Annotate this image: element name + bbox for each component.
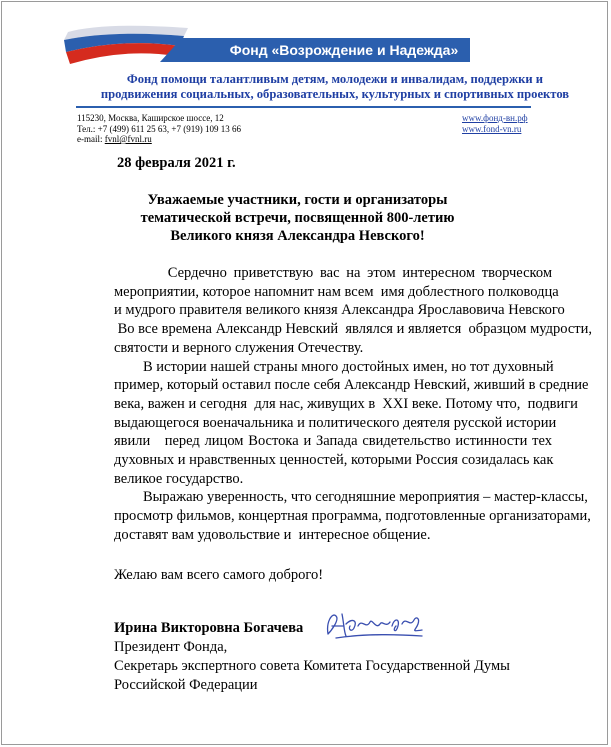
closing-wish: Желаю вам всего самого доброго! [114,567,324,583]
body-line: святости и верного служения Отечеству. [114,339,364,356]
website-link-2[interactable]: www.fond-vn.ru [462,123,522,134]
body-line: Сердечно приветствую вас на этом интересном творческом [114,265,552,281]
body-line: В истории нашей страны много достойных имен, но тот духовный [114,358,554,375]
body-line: пример, который оставил после себя Александр Невский, живший в средние [114,377,589,394]
website-link-1[interactable]: www.фонд-вн.рф [462,113,528,123]
paragraph-1 [114,264,592,358]
paragraph-2 [114,358,589,489]
signer-title: Российской Федерации [114,677,258,693]
subtitle-line: Фонд помощи талантливым детям, молодежи и инвалидам, поддержки и [126,72,544,86]
letter-body [114,264,592,545]
signer-title: Секретарь экспертного совета Комитета Государственной Думы [114,658,510,674]
email-label: e-mail: [77,134,105,144]
letter-date: 28 февраля 2021 г. [117,155,236,171]
body-line: выдающегося военачальника и политического деятеля русской истории [114,414,557,431]
body-line: и мудрого правителя великого князя Александра Ярославовича Невского [114,302,565,319]
heading-line: тематической встречи, посвященной 800-летию [140,210,455,226]
contact-info [77,113,241,145]
letter-heading [110,191,485,245]
banner-title: Фонд «Возрождение и Надежда» [229,42,459,58]
body-line: века, важен и сегодня для нас, живущих в XXI веке. Потому что, подвиги [114,395,578,412]
body-line: явили перед лицом Востока и Запада свидетельство истинности тех [114,433,552,450]
phone: Тел.: +7 (499) 611 25 63, +7 (919) 109 13 66 [77,123,241,134]
body-line: великое государство. [114,470,244,487]
heading-line: Уважаемые участники, гости и организаторы [147,192,448,208]
website-links [462,113,528,134]
body-line: мероприятии, которое напомнит нам всем имя доблестного полководца [114,283,559,300]
banner-edge [160,38,182,62]
signer-title: Президент Фонда, [114,639,228,655]
subtitle-line: продвижения социальных, образовательных, культурных и спортивных проектов [100,87,570,101]
email-link[interactable]: fvnl@fvnl.ru [104,134,152,144]
foundation-subtitle [70,72,600,102]
address: 115230, Москва, Каширское шоссе, 12 [77,113,224,123]
heading-line: Великого князя Александра Невского! [170,228,425,244]
body-line: доставят вам удовольствие и интересное общение. [114,526,431,543]
signature-block [114,619,510,695]
body-line: просмотр фильмов, концертная программа, подготовленные организаторами, [114,508,591,525]
body-line: духовных и нравственных ценностей, которыми Россия созидалась как [114,452,554,469]
signer-name: Ирина Викторовна Богачева [114,620,304,636]
paragraph-3 [114,488,591,544]
header-divider [76,106,531,108]
body-line: Выражаю уверенность, что сегодняшние мероприятия – мастер-классы, [114,489,588,506]
handwritten-signature [322,604,426,644]
email-row [77,134,241,145]
body-line: Во все времена Александр Невский являлся и является образцом мудрости, [114,321,592,338]
